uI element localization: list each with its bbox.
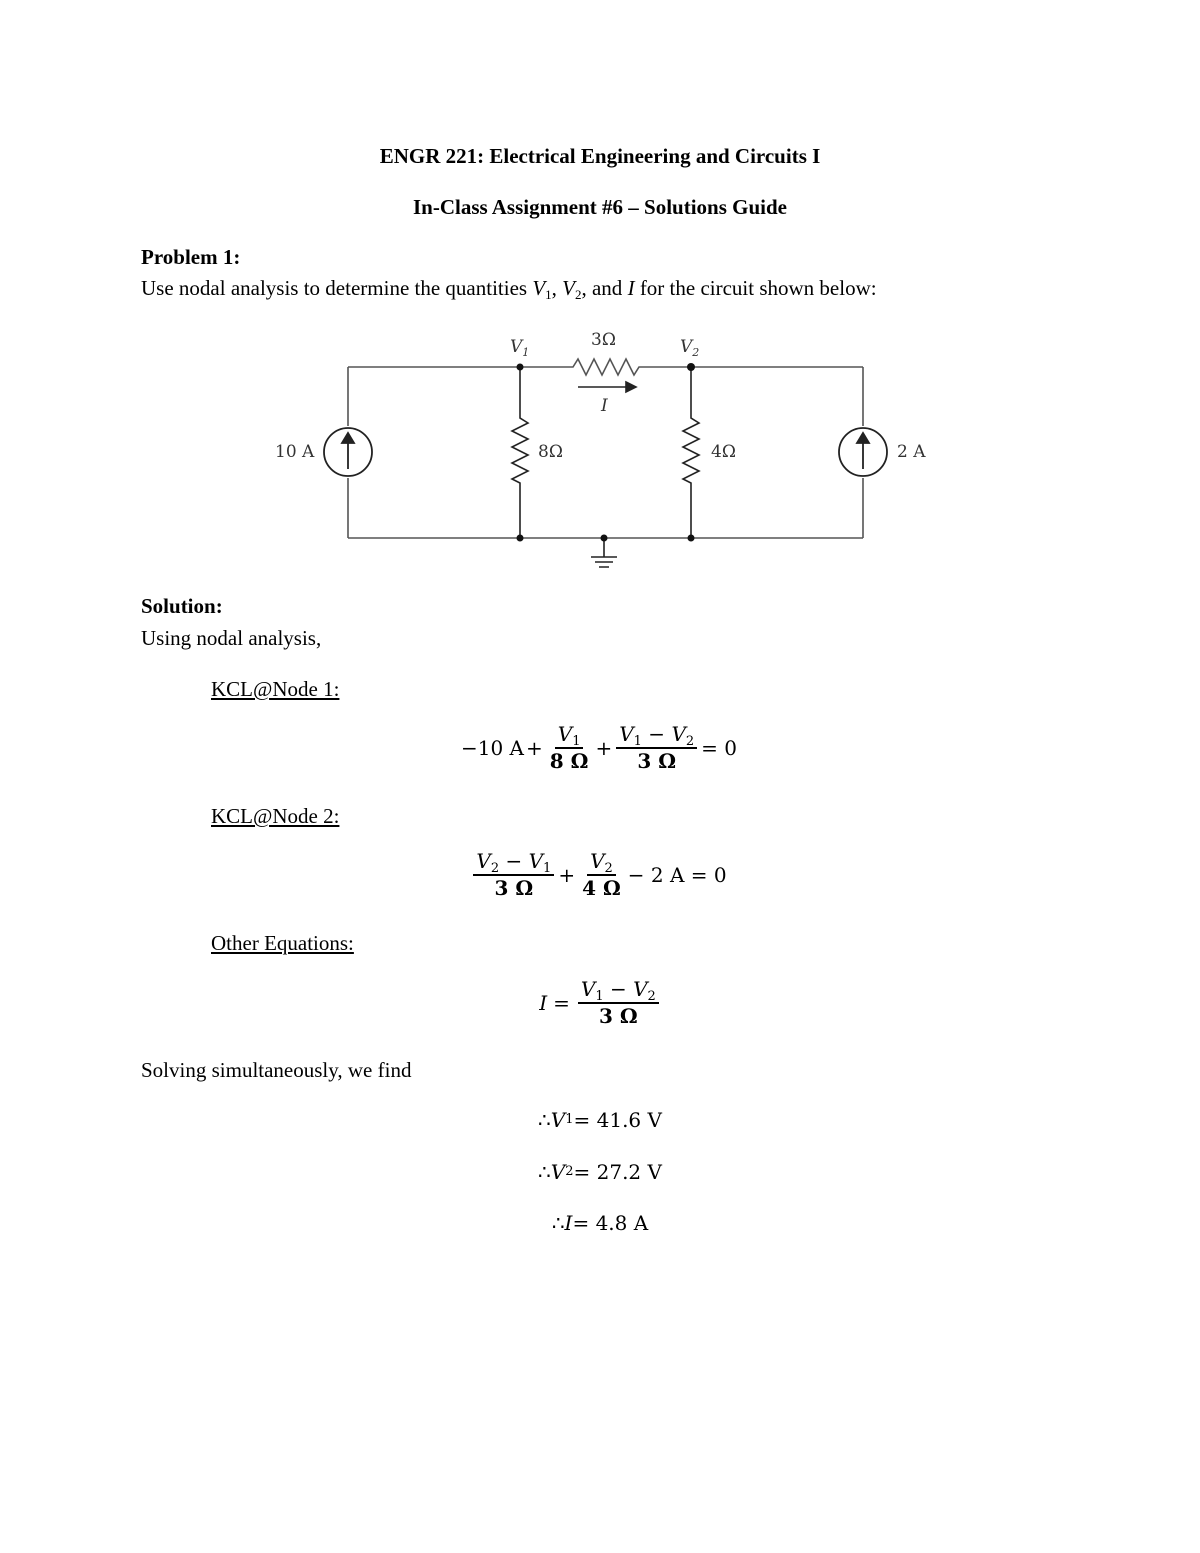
kcl1-lead: −10 A: [460, 736, 524, 760]
kcl-node1-equation: [0, 724, 1200, 772]
statement-sub-1: 1: [545, 287, 552, 302]
kcl-node1-label: KCL@Node 1:: [211, 677, 340, 701]
statement-var-v2: V: [562, 276, 575, 300]
label-source-10a: 10 A: [275, 442, 315, 462]
statement-post: for the circuit shown below:: [634, 276, 877, 300]
ground-symbol: [591, 538, 617, 567]
node-bottom-right: [688, 535, 695, 542]
label-source-2a: 2 A: [897, 442, 926, 462]
statement-mid2: , and: [581, 276, 628, 300]
result-v1: ∴ V 1 = 41.6 V: [538, 1108, 662, 1132]
solution-heading: Solution:: [141, 594, 223, 618]
node-v2: [687, 363, 695, 371]
statement-var-i: I: [627, 276, 635, 300]
current-source-left: [324, 428, 372, 476]
problem-heading: Problem 1:: [141, 245, 241, 269]
label-4ohm: 4Ω: [711, 442, 736, 462]
kcl2-tail: − 2 A = 0: [627, 863, 727, 887]
statement-mid1: ,: [551, 276, 563, 300]
kcl2-frac2: $\frac{V_2}{4 \Omega}$: [582, 849, 621, 900]
label-3ohm: 3Ω: [591, 330, 616, 350]
node-ground: [601, 535, 608, 542]
kcl2-plus: +: [558, 863, 576, 887]
node-bottom-left: [517, 535, 524, 542]
resistor-8ohm: [512, 367, 528, 538]
kcl-node2-label: KCL@Node 2:: [211, 804, 340, 828]
label-8ohm: 8Ω: [538, 442, 563, 462]
node-v1: [517, 364, 524, 371]
solving-text: Solving simultaneously, we find: [141, 1058, 412, 1082]
current-source-right: [839, 428, 887, 476]
label-v1: $V_1$: [510, 337, 530, 359]
kcl-node2-equation: [0, 851, 1200, 899]
current-arrow: [578, 382, 636, 392]
label-current-i: I: [601, 396, 608, 416]
result-v2: ∴ V 2 = 27.2 V: [538, 1160, 662, 1184]
kcl1-plus1: +: [526, 736, 543, 760]
circuit-diagram: [260, 325, 950, 585]
resistor-4ohm: [683, 367, 699, 538]
other-eq: =: [553, 991, 570, 1015]
current-equation: [0, 979, 1200, 1027]
statement-sub-2: 2: [574, 287, 582, 302]
problem-statement: [141, 276, 877, 301]
course-title: ENGR 221: Electrical Engineering and Circuits I: [379, 144, 821, 168]
statement-var-v: V: [532, 276, 546, 300]
statement-pre: Use nodal analysis to determine the quantities: [141, 276, 533, 300]
kcl2-frac1: $\frac{V_2 - V_1}{3 \Omega}$: [473, 851, 554, 899]
kcl1-tail: = 0: [701, 736, 738, 760]
other-frac: $\frac{V_1 - V_2}{3 \Omega}$: [578, 979, 659, 1027]
other-equations-label: Other Equations:: [211, 931, 354, 955]
resistor-3ohm: [520, 359, 691, 375]
assignment-title: In-Class Assignment #6 – Solutions Guide: [412, 195, 787, 219]
kcl1-plus2: +: [595, 736, 613, 760]
kcl1-frac2: $\frac{V_1 - V_2}{3 \Omega}$: [616, 724, 697, 772]
other-lhs: I: [539, 991, 548, 1015]
solution-intro: Using nodal analysis,: [141, 626, 322, 650]
result-i: ∴ I = 4.8 A: [551, 1211, 649, 1235]
kcl1-frac1: $\frac{V_1}{8 \Omega}$: [549, 722, 589, 773]
label-v2: $V_2$: [680, 337, 700, 359]
